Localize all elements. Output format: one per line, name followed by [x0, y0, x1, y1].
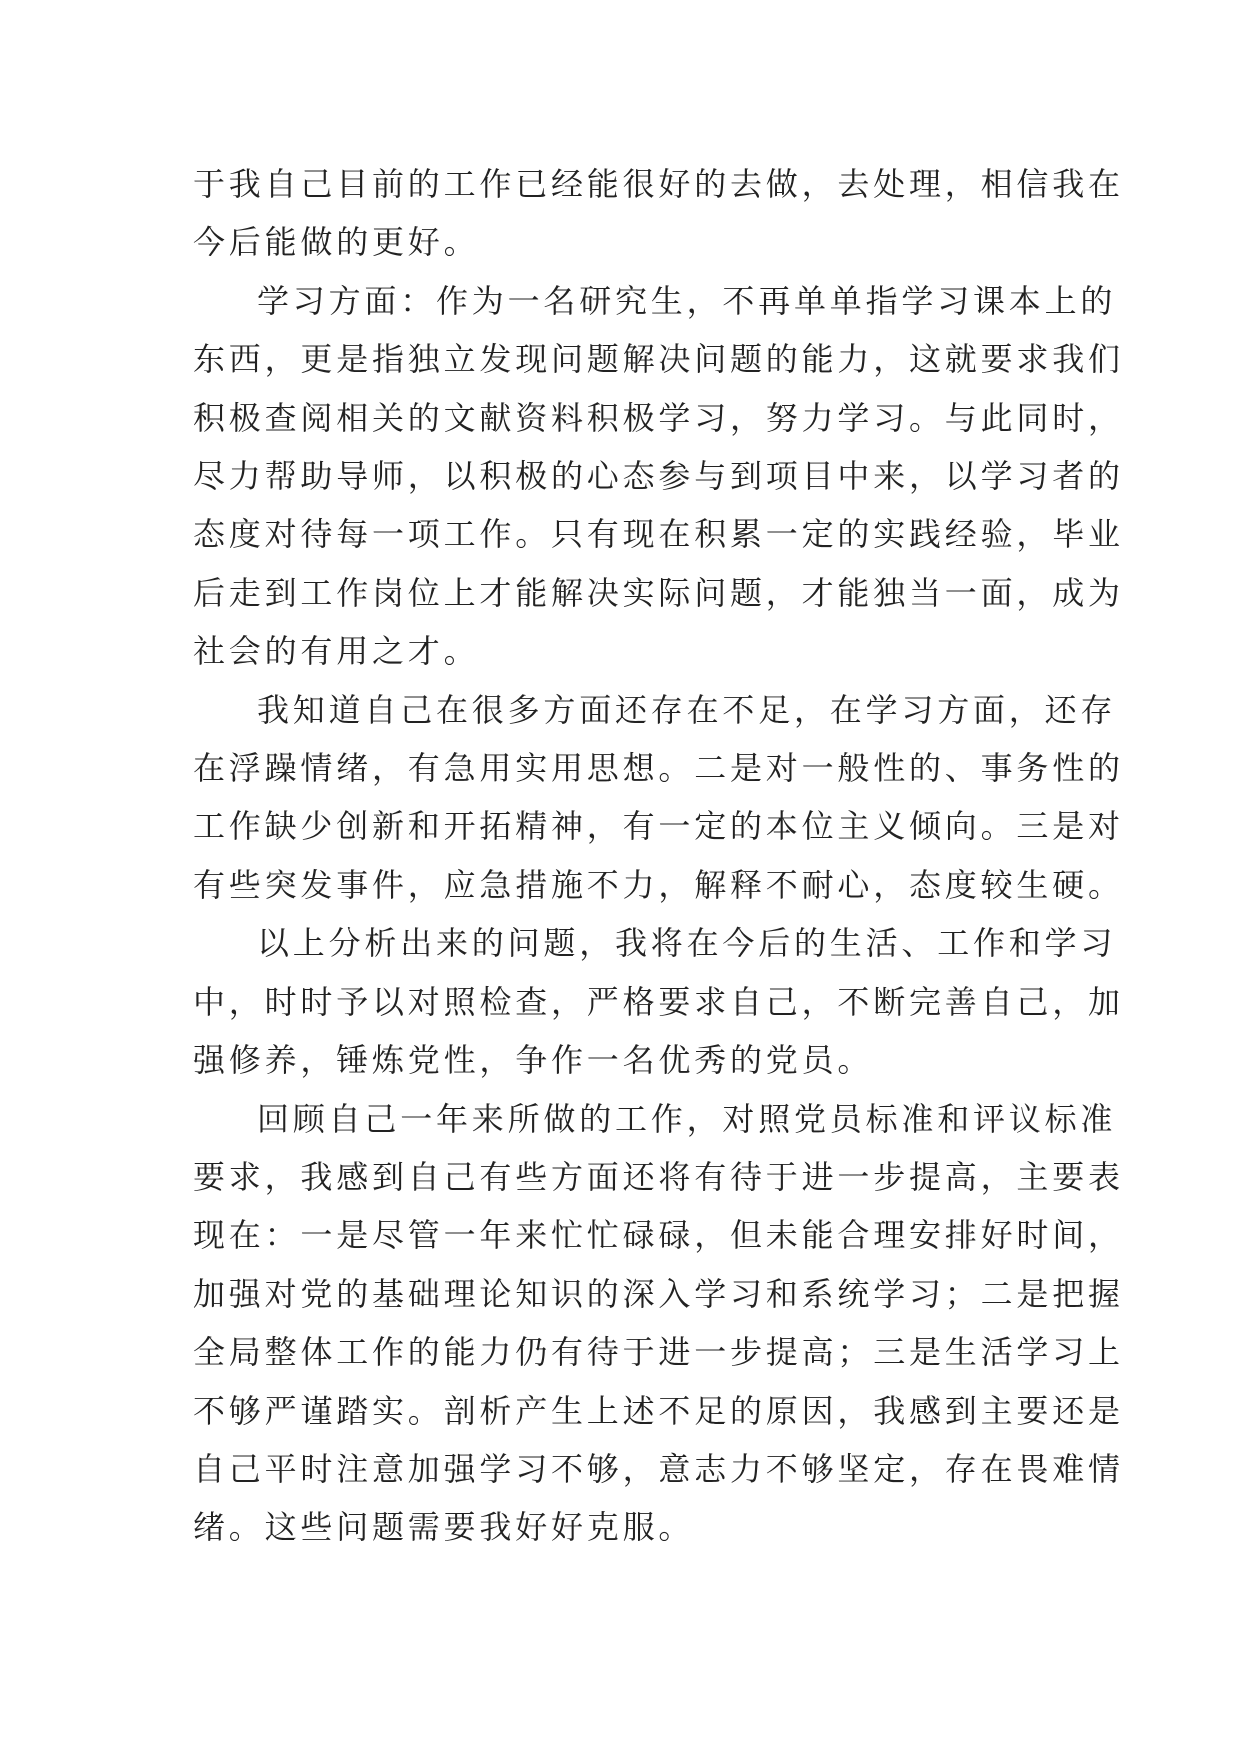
text-line: 积极查阅相关的文献资料积极学习，努力学习。与此同时， — [193, 398, 1124, 437]
text-line: 工作缺少创新和开拓精神，有一定的本位主义倾向。三是对 — [193, 807, 1124, 846]
paragraph-5 — [193, 1090, 1124, 1557]
text-line: 加强对党的基础理论知识的深入学习和系统学习；二是把握 — [193, 1274, 1124, 1313]
text-line: 东西，更是指独立发现问题解决问题的能力，这就要求我们 — [193, 340, 1124, 379]
text-line: 在浮躁情绪，有急用实用思想。二是对一般性的、事务性的 — [193, 749, 1124, 788]
text-line: 绪。这些问题需要我好好克服。 — [193, 1508, 695, 1547]
document-body — [193, 155, 1124, 1557]
text-line: 尽力帮助导师，以积极的心态参与到项目中来，以学习者的 — [193, 457, 1124, 496]
text-line: 以上分析出来的问题，我将在今后的生活、工作和学习 — [257, 924, 1117, 963]
text-line: 后走到工作岗位上才能解决实际问题，才能独当一面，成为 — [193, 573, 1124, 612]
paragraph-4 — [193, 914, 1124, 1089]
text-line: 现在：一是尽管一年来忙忙碌碌，但未能合理安排好时间， — [193, 1216, 1124, 1255]
text-line: 自己平时注意加强学习不够，意志力不够坚定，存在畏难情 — [193, 1449, 1124, 1488]
text-line: 态度对待每一项工作。只有现在积累一定的实践经验，毕业 — [193, 515, 1124, 554]
text-line: 社会的有用之才。 — [193, 632, 480, 671]
text-line: 于我自己目前的工作已经能很好的去做，去处理，相信我在 — [193, 165, 1124, 203]
paragraph-2 — [193, 272, 1124, 681]
paragraph-1 — [193, 155, 1124, 272]
text-line: 强修养，锤炼党性，争作一名优秀的党员。 — [193, 1041, 874, 1080]
paragraph-3 — [193, 681, 1124, 915]
text-line: 中，时时予以对照检查，严格要求自己，不断完善自己，加 — [193, 982, 1124, 1021]
text-line: 今后能做的更好。 — [193, 223, 480, 262]
text-line: 全局整体工作的能力仍有待于进一步提高；三是生活学习上 — [193, 1333, 1124, 1372]
text-line: 回顾自己一年来所做的工作，对照党员标准和评议标准 — [257, 1099, 1117, 1138]
text-line: 有些突发事件，应急措施不力，解释不耐心，态度较生硬。 — [193, 865, 1124, 904]
text-line: 要求，我感到自己有些方面还将有待于进一步提高，主要表 — [193, 1157, 1124, 1196]
text-line: 不够严谨踏实。剖析产生上述不足的原因，我感到主要还是 — [193, 1391, 1124, 1430]
text-line: 我知道自己在很多方面还存在不足，在学习方面，还存 — [257, 690, 1117, 729]
text-line: 学习方面：作为一名研究生，不再单单指学习课本上的 — [257, 281, 1117, 320]
